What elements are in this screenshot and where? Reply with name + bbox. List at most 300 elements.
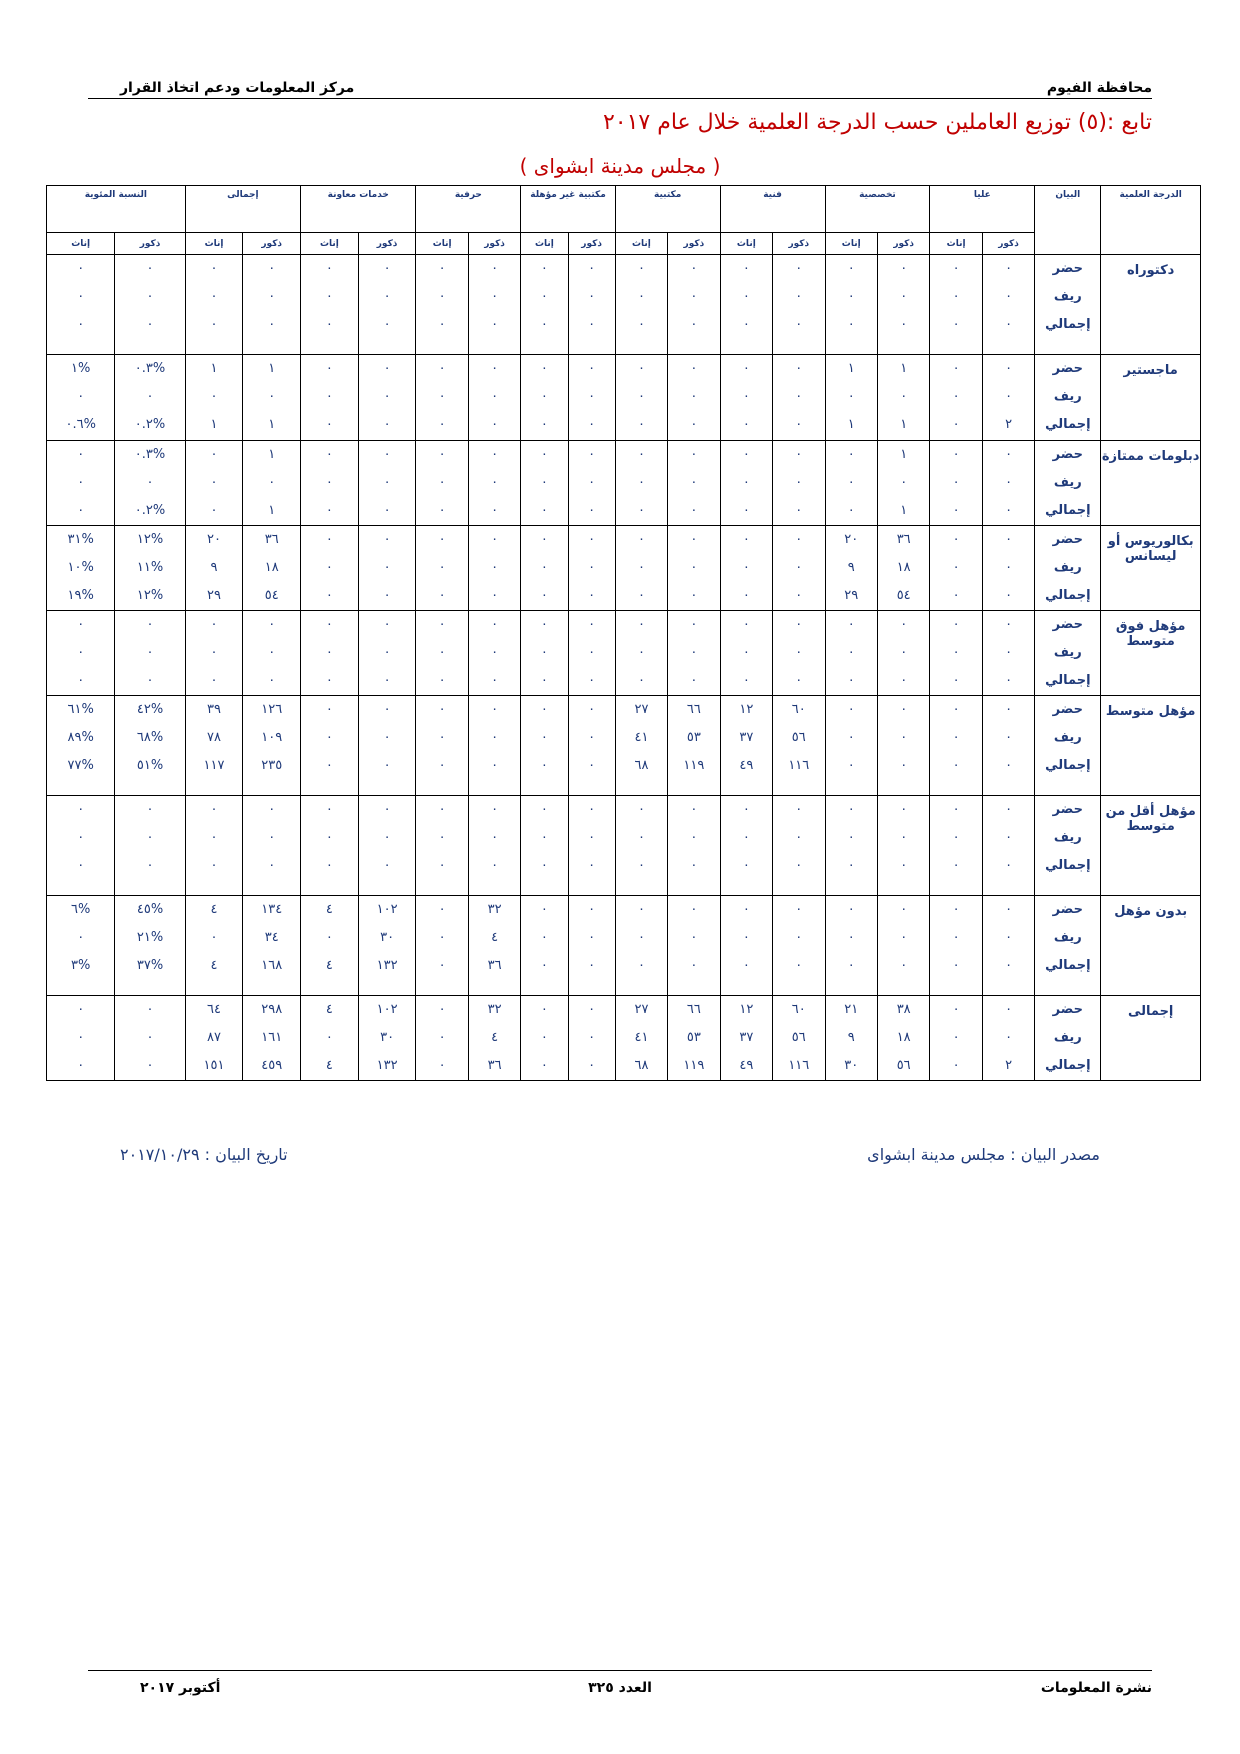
cell-value: ٠ — [637, 475, 645, 490]
cell-value: ٠ — [383, 758, 391, 773]
cell-value: ٣٦ — [896, 532, 911, 547]
cell-value: ١٣٤ — [261, 902, 283, 917]
cell-value: ٠ — [1005, 758, 1013, 773]
cell-value: ٠ — [900, 958, 908, 973]
cell-value: ٠ — [1005, 902, 1013, 917]
value-cell — [185, 611, 243, 696]
value-cell — [47, 611, 115, 696]
cell-value: ٠ — [438, 858, 446, 873]
cell-value: %٣٧ — [136, 958, 164, 973]
value-cell — [930, 896, 982, 996]
cell-value: ٠ — [210, 289, 218, 304]
cell-value: ٠ — [383, 560, 391, 575]
degree-label: دكتوراه — [1101, 255, 1201, 355]
cell-value: ٠ — [588, 730, 596, 745]
value-cell — [982, 696, 1034, 796]
cell-value: ٠ — [952, 645, 960, 660]
cell-value: ٣٦ — [487, 958, 502, 973]
cell-value: ٠ — [268, 858, 276, 873]
value-cell — [301, 441, 359, 526]
cell-value: ١٦٨ — [261, 958, 283, 973]
value-cell — [243, 611, 301, 696]
value-cell — [982, 896, 1034, 996]
cell-value: %٢١ — [136, 930, 164, 945]
cell-value: ٢٩٨ — [261, 1002, 283, 1017]
cell-value: ٠ — [325, 588, 333, 603]
cell-value: ٠ — [491, 802, 499, 817]
cell-value: ٠ — [325, 673, 333, 688]
area-label: ريف — [1053, 560, 1082, 575]
value-cell — [468, 796, 520, 896]
value-cell — [468, 996, 520, 1081]
cell-value: ٠ — [847, 758, 855, 773]
statement-cell — [1035, 896, 1101, 996]
cell-value: ٠ — [438, 417, 446, 432]
area-label: حضر — [1052, 447, 1083, 462]
value-cell — [301, 996, 359, 1081]
cell-value: ٠ — [540, 417, 548, 432]
cell-value: ٠ — [1005, 645, 1013, 660]
cell-value: ٠ — [540, 361, 548, 376]
cell-value: ١١٦ — [788, 758, 810, 773]
page-subtitle: ( مجلس مدينة ابشواى ) — [519, 154, 721, 178]
cell-value: ٠ — [491, 830, 499, 845]
cell-value: ٩ — [847, 560, 855, 575]
cell-value: ٠ — [325, 1030, 333, 1045]
value-cell — [416, 796, 468, 896]
cell-value: ٠ — [1005, 503, 1013, 518]
statement-cell — [1035, 996, 1101, 1081]
cell-value: ٠ — [952, 830, 960, 845]
cell-value: ٠ — [268, 261, 276, 276]
cell-value: ٠ — [268, 389, 276, 404]
value-cell — [825, 255, 877, 355]
cell-value: ٠ — [952, 532, 960, 547]
value-cell — [521, 355, 568, 441]
male-subheader: ذكور — [115, 233, 185, 255]
cell-value: ٠ — [690, 532, 698, 547]
value-cell — [930, 526, 982, 611]
value-cell — [877, 796, 929, 896]
cell-value: ٠ — [383, 858, 391, 873]
value-cell — [185, 896, 243, 996]
value-cell — [877, 526, 929, 611]
degree-label: مؤهل فوق متوسط — [1101, 611, 1201, 696]
cell-value: ٠ — [210, 475, 218, 490]
cell-value: ٠ — [588, 289, 596, 304]
value-cell — [615, 996, 667, 1081]
cell-value: ٠ — [438, 261, 446, 276]
cell-value: ٠ — [690, 958, 698, 973]
cell-value: ٠ — [146, 673, 154, 688]
footer-month: أكتوبر ٢٠١٧ — [140, 1680, 221, 1696]
value-cell — [358, 255, 416, 355]
cell-value: ١٥١ — [203, 1058, 225, 1073]
value-cell — [615, 696, 667, 796]
cell-value: ٣٠ — [844, 1058, 859, 1073]
cell-value: ١ — [210, 361, 218, 376]
value-cell — [115, 996, 185, 1081]
cell-value: ٠ — [900, 858, 908, 873]
value-cell — [468, 526, 520, 611]
cell-value: ٠ — [268, 830, 276, 845]
cell-value: ٠ — [383, 702, 391, 717]
cell-value: ٠ — [795, 361, 803, 376]
value-cell — [720, 611, 772, 696]
value-cell — [47, 441, 115, 526]
cell-value: ٠ — [900, 830, 908, 845]
cell-value: ٨٧ — [207, 1030, 222, 1045]
value-cell — [825, 355, 877, 441]
table-row — [47, 696, 1201, 796]
cell-value: ١ — [900, 447, 908, 462]
cell-value: ٠ — [438, 730, 446, 745]
cell-value: ٠ — [77, 930, 85, 945]
cell-value: ٠ — [690, 830, 698, 845]
cell-value: ٠ — [795, 389, 803, 404]
table-row — [47, 255, 1201, 355]
cell-value: ٢٠ — [207, 532, 222, 547]
cell-value: ٠ — [952, 560, 960, 575]
cell-value: ٠ — [438, 645, 446, 660]
cell-value: ٠ — [952, 1002, 960, 1017]
cell-value: ٠ — [900, 289, 908, 304]
cell-value: ١٦١ — [261, 1030, 283, 1045]
cell-value: ٠ — [690, 588, 698, 603]
cell-value: ٠ — [77, 673, 85, 688]
cell-value: ٠ — [1005, 830, 1013, 845]
table-row — [47, 611, 1201, 696]
cell-value: ٠ — [637, 289, 645, 304]
value-cell — [47, 355, 115, 441]
value-cell — [468, 255, 520, 355]
cell-value: ١٠٢ — [376, 1002, 398, 1017]
cell-value: ٤ — [210, 902, 218, 917]
cell-value: ٠ — [268, 289, 276, 304]
area-label: حضر — [1052, 1002, 1083, 1017]
area-label: ريف — [1053, 830, 1082, 845]
cell-value: %٧٧ — [67, 758, 94, 773]
value-cell — [358, 441, 416, 526]
table-row — [47, 526, 1201, 611]
value-cell — [930, 441, 982, 526]
value-cell — [301, 255, 359, 355]
value-cell — [615, 611, 667, 696]
value-cell — [243, 255, 301, 355]
cell-value: ٠ — [540, 802, 548, 817]
cell-value: ٠ — [952, 958, 960, 973]
value-cell — [982, 355, 1034, 441]
cell-value: ٠ — [1005, 389, 1013, 404]
cell-value: ٠ — [383, 673, 391, 688]
cell-value: ٠ — [540, 902, 548, 917]
cell-value: ٠ — [690, 673, 698, 688]
cell-value: ٠ — [1005, 447, 1013, 462]
cell-value: ٠ — [325, 617, 333, 632]
value-cell — [521, 896, 568, 996]
value-cell — [720, 896, 772, 996]
cell-value: ٠ — [900, 617, 908, 632]
value-cell — [115, 441, 185, 526]
cell-value: ٦٠ — [791, 1002, 806, 1017]
value-cell — [185, 996, 243, 1081]
value-cell — [825, 796, 877, 896]
value-cell — [930, 996, 982, 1081]
cell-value: ٠ — [438, 1058, 446, 1073]
cell-value: ٠ — [438, 532, 446, 547]
cell-value: ٠ — [588, 560, 596, 575]
cell-value: ٠ — [540, 261, 548, 276]
cell-value: ٣٦ — [487, 1058, 502, 1073]
cell-value: ١٢ — [739, 702, 754, 717]
cell-value: ٠ — [491, 447, 499, 462]
value-cell — [521, 796, 568, 896]
value-cell — [615, 441, 667, 526]
cell-value: ٠ — [952, 588, 960, 603]
value-cell — [358, 696, 416, 796]
area-label: إجمالي — [1045, 588, 1091, 603]
cell-value: ٠ — [438, 930, 446, 945]
cell-value: ٠ — [1005, 673, 1013, 688]
female-subheader: إناث — [47, 233, 115, 255]
cell-value: ٠ — [637, 417, 645, 432]
cell-value: ٠ — [847, 617, 855, 632]
cell-value: ٤ — [325, 958, 333, 973]
cell-value: ٠ — [540, 289, 548, 304]
cell-value: ٦٦ — [686, 1002, 701, 1017]
table-row — [47, 996, 1201, 1081]
value-cell — [301, 611, 359, 696]
cell-value: %٤٥ — [136, 902, 164, 917]
cell-value: ٠ — [146, 617, 154, 632]
cell-value: ١ — [268, 503, 276, 518]
cell-value: ٢٧ — [634, 1002, 649, 1017]
cell-value: ٠ — [952, 447, 960, 462]
cell-value: ٠ — [325, 802, 333, 817]
cell-value: ٠ — [588, 902, 596, 917]
degree-column-header: الدرجة العلمية — [1101, 186, 1201, 255]
cell-value: ٠ — [438, 475, 446, 490]
cell-value: ٠ — [491, 317, 499, 332]
cell-value: ٠ — [146, 289, 154, 304]
cell-value: ٠ — [540, 1030, 548, 1045]
group-header: حرفية — [416, 186, 521, 233]
cell-value: ٠ — [690, 645, 698, 660]
cell-value: ٠ — [690, 930, 698, 945]
cell-value: ٢ — [1005, 1058, 1013, 1073]
cell-value: ٠ — [383, 261, 391, 276]
cell-value: %٣١ — [67, 532, 94, 547]
cell-value: ٠ — [795, 645, 803, 660]
value-cell — [468, 441, 520, 526]
cell-value: ٠ — [325, 830, 333, 845]
cell-value: ٠ — [383, 532, 391, 547]
value-cell — [185, 696, 243, 796]
value-cell — [521, 996, 568, 1081]
cell-value: ١ — [268, 361, 276, 376]
cell-value: ٠ — [383, 417, 391, 432]
cell-value: ٠ — [438, 588, 446, 603]
cell-value: ٤٩ — [739, 1058, 754, 1073]
male-subheader: ذكور — [358, 233, 416, 255]
cell-value: ٠ — [690, 389, 698, 404]
area-label: حضر — [1052, 261, 1083, 276]
value-cell — [877, 996, 929, 1081]
value-cell — [720, 526, 772, 611]
cell-value: ٠ — [268, 475, 276, 490]
cell-value: ٠ — [588, 830, 596, 845]
cell-value: ٣٩ — [207, 702, 222, 717]
cell-value: ٠ — [742, 389, 750, 404]
cell-value: ٠ — [491, 417, 499, 432]
cell-value: ٠ — [540, 1058, 548, 1073]
value-cell — [301, 896, 359, 996]
cell-value: ٠ — [742, 447, 750, 462]
header-divider — [88, 98, 1152, 99]
cell-value: ٠ — [847, 730, 855, 745]
value-cell — [468, 611, 520, 696]
value-cell — [358, 796, 416, 896]
cell-value: ٠ — [210, 503, 218, 518]
cell-value: ٠ — [690, 261, 698, 276]
cell-value: ٠ — [383, 317, 391, 332]
cell-value: ٠ — [383, 802, 391, 817]
value-cell — [47, 996, 115, 1081]
cell-value: ٠ — [742, 503, 750, 518]
value-cell — [930, 355, 982, 441]
statement-column-header: البيان — [1035, 186, 1101, 255]
cell-value: ٠ — [491, 645, 499, 660]
cell-value: ٦٦ — [686, 702, 701, 717]
area-label: إجمالي — [1045, 317, 1091, 332]
cell-value: ١ — [847, 417, 855, 432]
cell-value: ٠ — [742, 588, 750, 603]
cell-value: ٠ — [325, 758, 333, 773]
value-cell — [773, 796, 825, 896]
area-label: حضر — [1052, 802, 1083, 817]
cell-value: ٠ — [952, 802, 960, 817]
area-label: ريف — [1053, 645, 1082, 660]
cell-value: ٠ — [588, 532, 596, 547]
cell-value: ٠ — [795, 261, 803, 276]
female-subheader: إناث — [930, 233, 982, 255]
group-header: إجمالى — [185, 186, 300, 233]
cell-value: ٠ — [637, 802, 645, 817]
cell-value: ٤ — [325, 1002, 333, 1017]
data-source: مصدر البيان : مجلس مدينة ابشواى — [867, 1145, 1100, 1164]
cell-value: ٠ — [637, 389, 645, 404]
cell-value: ٠ — [588, 317, 596, 332]
value-cell — [243, 526, 301, 611]
value-cell — [773, 441, 825, 526]
cell-value: ٠ — [210, 802, 218, 817]
cell-value: ٠ — [637, 317, 645, 332]
value-cell — [615, 255, 667, 355]
value-cell — [185, 526, 243, 611]
value-cell — [301, 796, 359, 896]
cell-value: ٣٦ — [264, 532, 279, 547]
group-header: تخصصية — [825, 186, 930, 233]
value-cell — [185, 796, 243, 896]
cell-value: ٠ — [588, 645, 596, 660]
cell-value: %٦ — [71, 902, 91, 917]
value-cell — [825, 526, 877, 611]
cell-value: ٠ — [742, 958, 750, 973]
cell-value: ٠ — [742, 289, 750, 304]
cell-value: %٥١ — [136, 758, 164, 773]
cell-value: ٠ — [637, 532, 645, 547]
cell-value: ٠ — [637, 958, 645, 973]
value-cell — [243, 355, 301, 441]
group-header: خدمات معاونة — [301, 186, 416, 233]
cell-value: ٠ — [540, 317, 548, 332]
cell-value: ٠ — [540, 645, 548, 660]
value-cell — [47, 796, 115, 896]
cell-value: ٠ — [77, 389, 85, 404]
cell-value: ٥٣ — [686, 1030, 701, 1045]
footer-divider — [88, 1670, 1152, 1671]
value-cell — [930, 611, 982, 696]
cell-value: ٠ — [146, 830, 154, 845]
value-cell — [877, 441, 929, 526]
cell-value: ٦٨ — [634, 1058, 649, 1073]
cell-value: ٠ — [690, 317, 698, 332]
cell-value: ٠ — [491, 289, 499, 304]
degree-label: بكالوريوس أو ليسانس — [1101, 526, 1201, 611]
cell-value: ٠ — [210, 930, 218, 945]
cell-value: %٠.٢ — [134, 503, 166, 518]
value-cell — [668, 355, 720, 441]
cell-value: ٠ — [742, 673, 750, 688]
value-cell — [416, 611, 468, 696]
cell-value: %٨٩ — [67, 730, 94, 745]
cell-value: ٠ — [77, 1058, 85, 1073]
cell-value: ٠ — [900, 389, 908, 404]
cell-value: ١ — [847, 361, 855, 376]
cell-value: ٠ — [690, 289, 698, 304]
value-cell — [568, 355, 615, 441]
cell-value: ٠ — [690, 503, 698, 518]
cell-value: ٣٧ — [739, 730, 754, 745]
cell-value: ٠ — [952, 317, 960, 332]
value-cell — [877, 696, 929, 796]
cell-value: ٥٤ — [896, 588, 911, 603]
cell-value: ١ — [900, 417, 908, 432]
value-cell — [825, 896, 877, 996]
area-label: حضر — [1052, 617, 1083, 632]
cell-value: ٠ — [491, 261, 499, 276]
cell-value: ٠ — [146, 475, 154, 490]
statement-cell — [1035, 441, 1101, 526]
cell-value: ٠ — [491, 503, 499, 518]
cell-value: ٠ — [383, 361, 391, 376]
cell-value: ٠ — [900, 475, 908, 490]
cell-value: %٠.٢ — [134, 417, 166, 432]
cell-value: ٠ — [210, 261, 218, 276]
cell-value: ٠ — [900, 645, 908, 660]
cell-value: ٠ — [588, 930, 596, 945]
cell-value: ٠ — [637, 503, 645, 518]
cell-value: ٠ — [438, 317, 446, 332]
cell-value: ٤ — [491, 930, 499, 945]
footer-issue: العدد ٣٢٥ — [588, 1680, 652, 1696]
female-subheader: إناث — [521, 233, 568, 255]
cell-value: %٠.٣ — [134, 361, 166, 376]
cell-value: ٠ — [438, 560, 446, 575]
value-cell — [47, 896, 115, 996]
group-header: مكتبية — [615, 186, 720, 233]
cell-value: ٣٨ — [896, 1002, 911, 1017]
